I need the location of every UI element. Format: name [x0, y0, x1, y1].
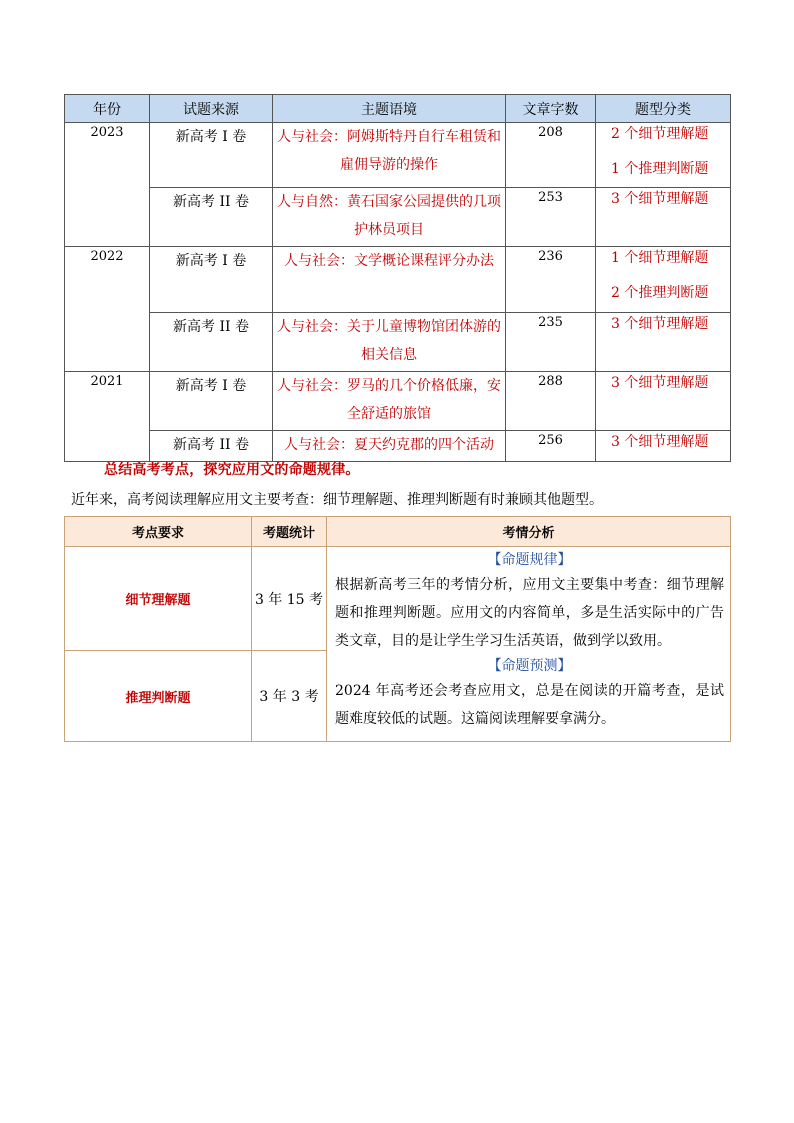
source-cell: 新高考 II 卷 — [150, 313, 273, 372]
summary-heading: 总结高考考点，探究应用文的命题规律。 — [104, 462, 360, 478]
source-cell: 新高考 I 卷 — [150, 123, 273, 188]
table-header-row — [65, 517, 731, 547]
table-row — [65, 431, 731, 462]
year-cell: 2022 — [65, 247, 150, 372]
question-type: 1 个推理判断题 — [611, 161, 709, 177]
question-type: 3 个细节理解题 — [611, 191, 709, 207]
topic-cell: 人与社会：文学概论课程评分办法 — [273, 247, 506, 313]
table-row — [65, 313, 731, 372]
question-type: 3 个细节理解题 — [611, 434, 709, 450]
source-cell: 新高考 I 卷 — [150, 372, 273, 431]
topic-cell: 人与社会：罗马的几个价格低廉，安全舒适的旅馆 — [273, 372, 506, 431]
question-type: 1 个细节理解题 — [611, 250, 709, 266]
table-header-row — [65, 95, 731, 123]
header-topic: 主题语境 — [273, 95, 506, 123]
question-types-cell — [596, 372, 731, 431]
rule-text: 根据新高考三年的考情分析，应用文主要集中考查：细节理解题和推理判断题。应用文的内容简单，多是生活实际中的广告类文章，目的是让学生学习生活英语，做到学以致用。 — [335, 577, 724, 649]
question-type: 2 个推理判断题 — [611, 285, 709, 301]
header-analysis: 考情分析 — [327, 517, 731, 547]
analysis-cell — [327, 547, 731, 742]
header-year: 年份 — [65, 95, 150, 123]
forecast-title: 【命题预测】 — [487, 658, 572, 674]
topic-cell: 人与自然：黄石国家公园提供的几项护林员项目 — [273, 188, 506, 247]
source-cell: 新高考 I 卷 — [150, 247, 273, 313]
header-source: 试题来源 — [150, 95, 273, 123]
header-statistics: 考题统计 — [252, 517, 327, 547]
word-count-cell: 253 — [506, 188, 596, 247]
rule-title: 【命题规律】 — [487, 552, 572, 568]
word-count-cell: 208 — [506, 123, 596, 188]
table-row — [65, 372, 731, 431]
source-cell: 新高考 II 卷 — [150, 188, 273, 247]
statistics-cell: 3 年 3 考 — [252, 651, 327, 742]
table-row — [65, 547, 731, 651]
table-row — [65, 188, 731, 247]
topic-cell: 人与社会：关于儿童博物馆团体游的相关信息 — [273, 313, 506, 372]
table-row — [65, 123, 731, 188]
source-cell: 新高考 II 卷 — [150, 431, 273, 462]
question-types-cell — [596, 247, 731, 313]
topic-cell: 人与社会：阿姆斯特丹自行车租赁和雇佣导游的操作 — [273, 123, 506, 188]
header-question-types: 题型分类 — [596, 95, 731, 123]
question-types-cell — [596, 431, 731, 462]
topic-cell: 人与社会：夏天约克郡的四个活动 — [273, 431, 506, 462]
exam-analysis-table — [64, 516, 731, 742]
header-requirement: 考点要求 — [65, 517, 252, 547]
question-type: 3 个细节理解题 — [611, 375, 709, 391]
question-type: 3 个细节理解题 — [611, 316, 709, 332]
word-count-cell: 236 — [506, 247, 596, 313]
exam-stats-table — [64, 94, 731, 462]
requirement-cell: 细节理解题 — [65, 547, 252, 651]
table-row — [65, 247, 731, 313]
requirement-cell: 推理判断题 — [65, 651, 252, 742]
word-count-cell: 256 — [506, 431, 596, 462]
question-types-cell — [596, 123, 731, 188]
word-count-cell: 288 — [506, 372, 596, 431]
year-cell: 2021 — [65, 372, 150, 462]
forecast-text: 2024 年高考还会考查应用文，总是在阅读的开篇考查，是试题难度较低的试题。这篇阅读理解要拿满分。 — [335, 683, 724, 727]
header-word-count: 文章字数 — [506, 95, 596, 123]
statistics-cell: 3 年 15 考 — [252, 547, 327, 651]
year-cell: 2023 — [65, 123, 150, 247]
question-type: 2 个细节理解题 — [611, 126, 709, 142]
intro-text: 近年来，高考阅读理解应用文主要考查：细节理解题、推理判断题有时兼顾其他题型。 — [71, 492, 603, 508]
question-types-cell — [596, 313, 731, 372]
question-types-cell — [596, 188, 731, 247]
word-count-cell: 235 — [506, 313, 596, 372]
